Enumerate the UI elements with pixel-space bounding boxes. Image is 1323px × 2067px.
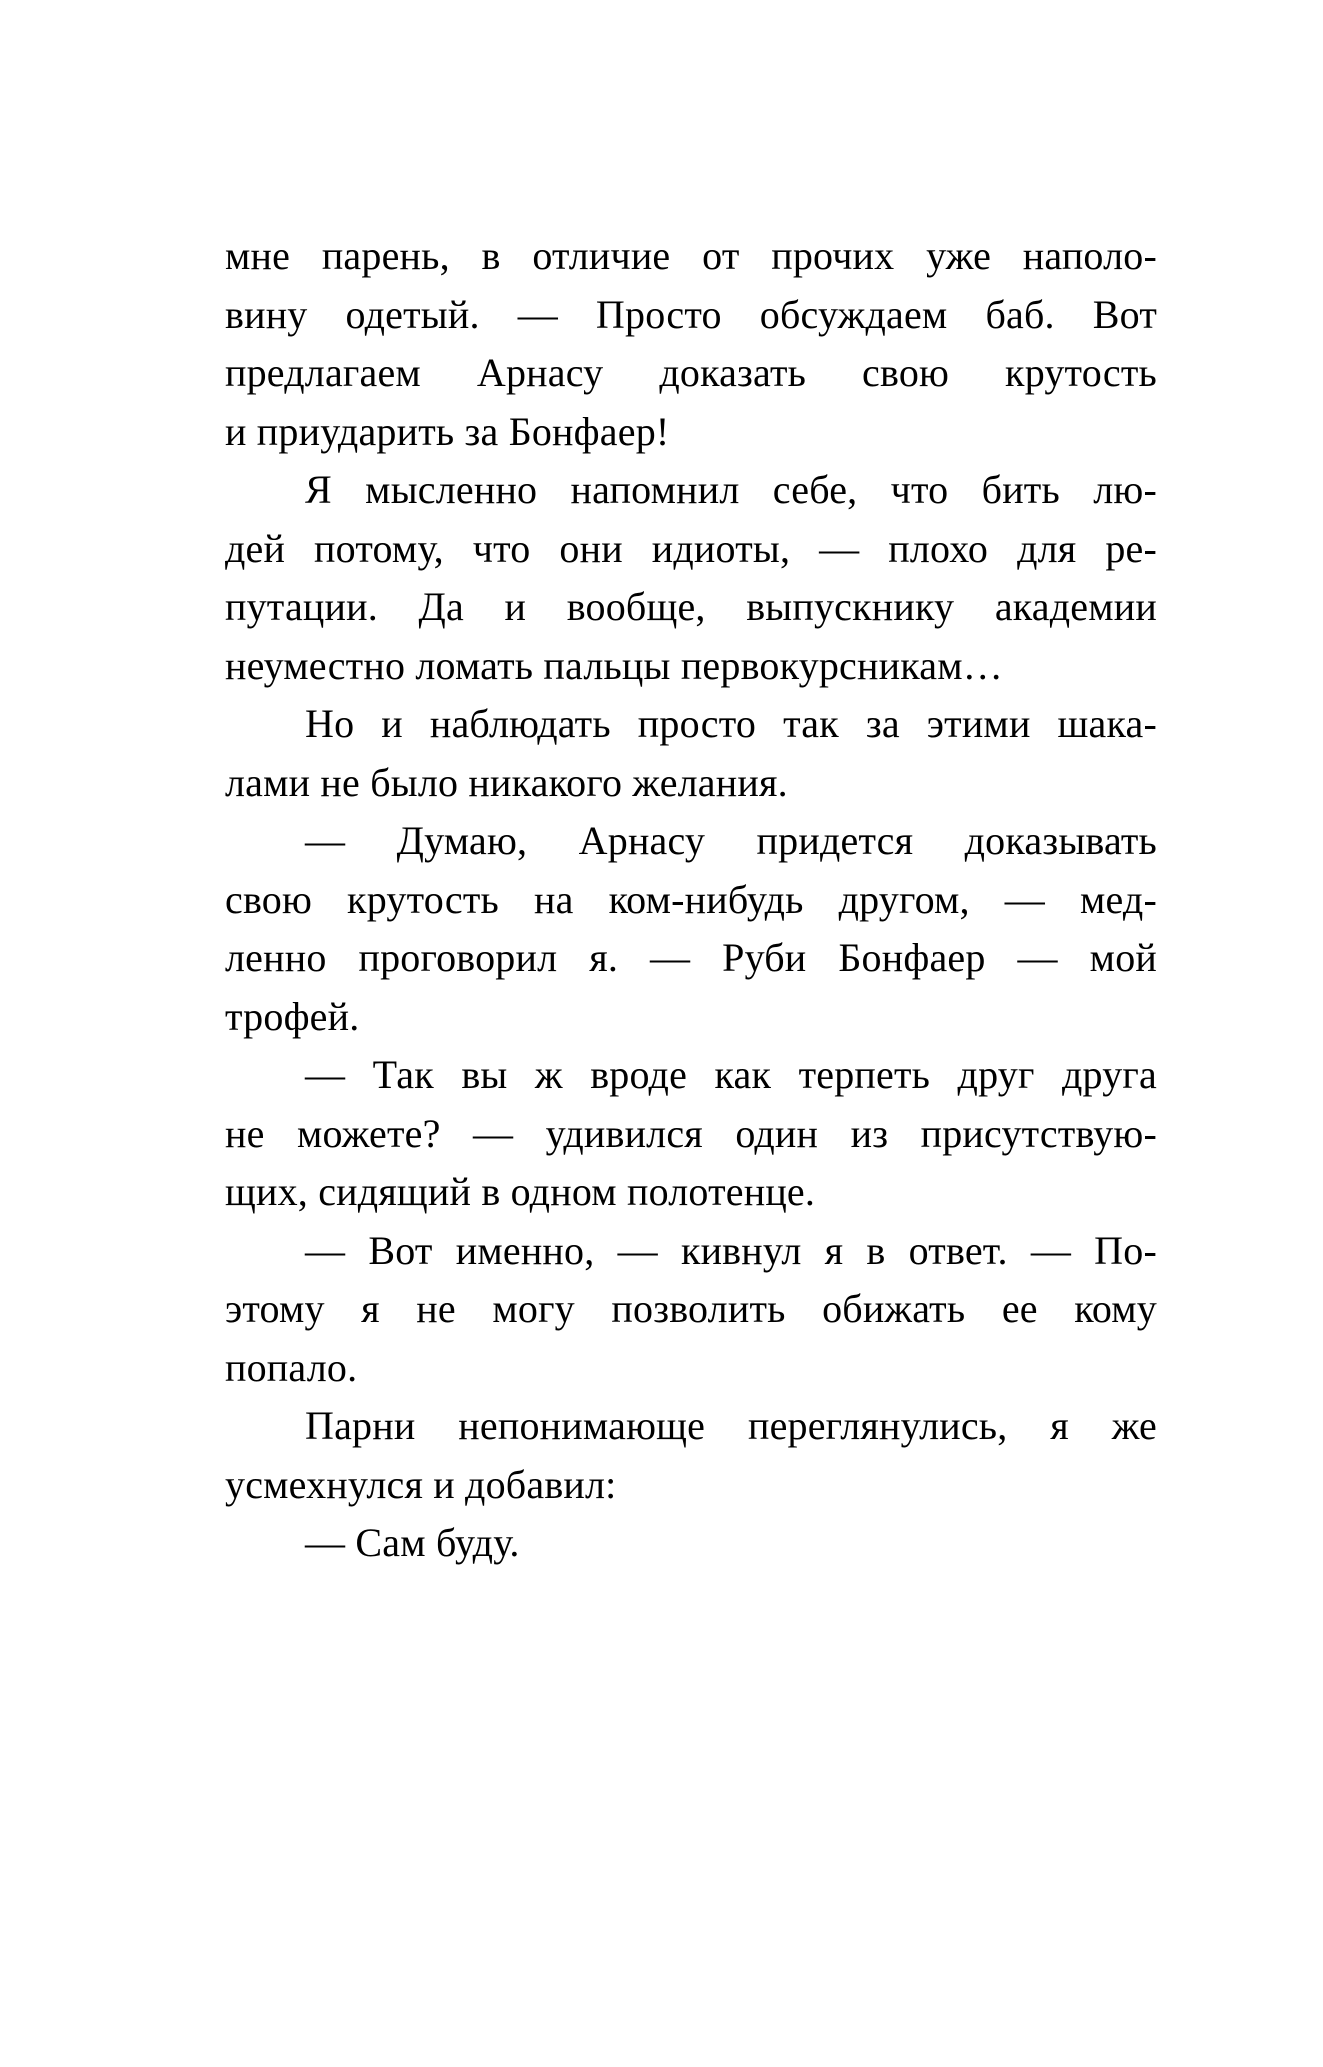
text-line: Но и наблюдать просто так за этими шака- [305, 701, 1157, 746]
text-line: вину одетый. — Просто обсуждаем баб. Вот [225, 291, 1157, 337]
page-text [225, 227, 1157, 1573]
text-line: попало. [225, 1344, 358, 1390]
text-line: предлагаем Арнасу доказать свою крутость [225, 350, 1157, 395]
text-line: неуместно ломать пальцы первокурсникам… [225, 642, 1003, 688]
text-line: и приударить за Бонфаер! [225, 408, 670, 454]
text-line: — Вот именно, — кивнул я в ответ. — По- [305, 1227, 1157, 1273]
text-line: — Думаю, Арнасу придется доказывать [305, 818, 1157, 863]
text-line: Я мысленно напомнил себе, что бить лю- [305, 467, 1157, 512]
text-line: не можете? — удивился один из присутствую- [225, 1110, 1157, 1156]
text-line: — Сам буду. [305, 1520, 520, 1565]
text-line: — Так вы ж вроде как терпеть друг друга [305, 1052, 1157, 1097]
text-line: этому я не могу позволить обижать ее кому [225, 1286, 1157, 1331]
text-line: усмехнулся и добавил: [225, 1461, 617, 1507]
text-line: трофей. [225, 993, 360, 1039]
text-line: щих, сидящий в одном полотенце. [225, 1169, 816, 1214]
text-line: путации. Да и вообще, выпускнику академии [225, 584, 1157, 629]
text-line: ленно проговорил я. — Руби Бонфаер — мой [225, 935, 1157, 980]
text-line: Парни непонимающе переглянулись, я же [305, 1403, 1157, 1448]
text-line: дей потому, что они идиоты, — плохо для ре- [225, 525, 1157, 571]
text-line: свою крутость на ком-нибудь другом, — мед- [225, 876, 1157, 922]
text-line: мне парень, в отличие от прочих уже наполо- [225, 233, 1157, 278]
text-line: лами не было никакого желания. [225, 759, 788, 805]
